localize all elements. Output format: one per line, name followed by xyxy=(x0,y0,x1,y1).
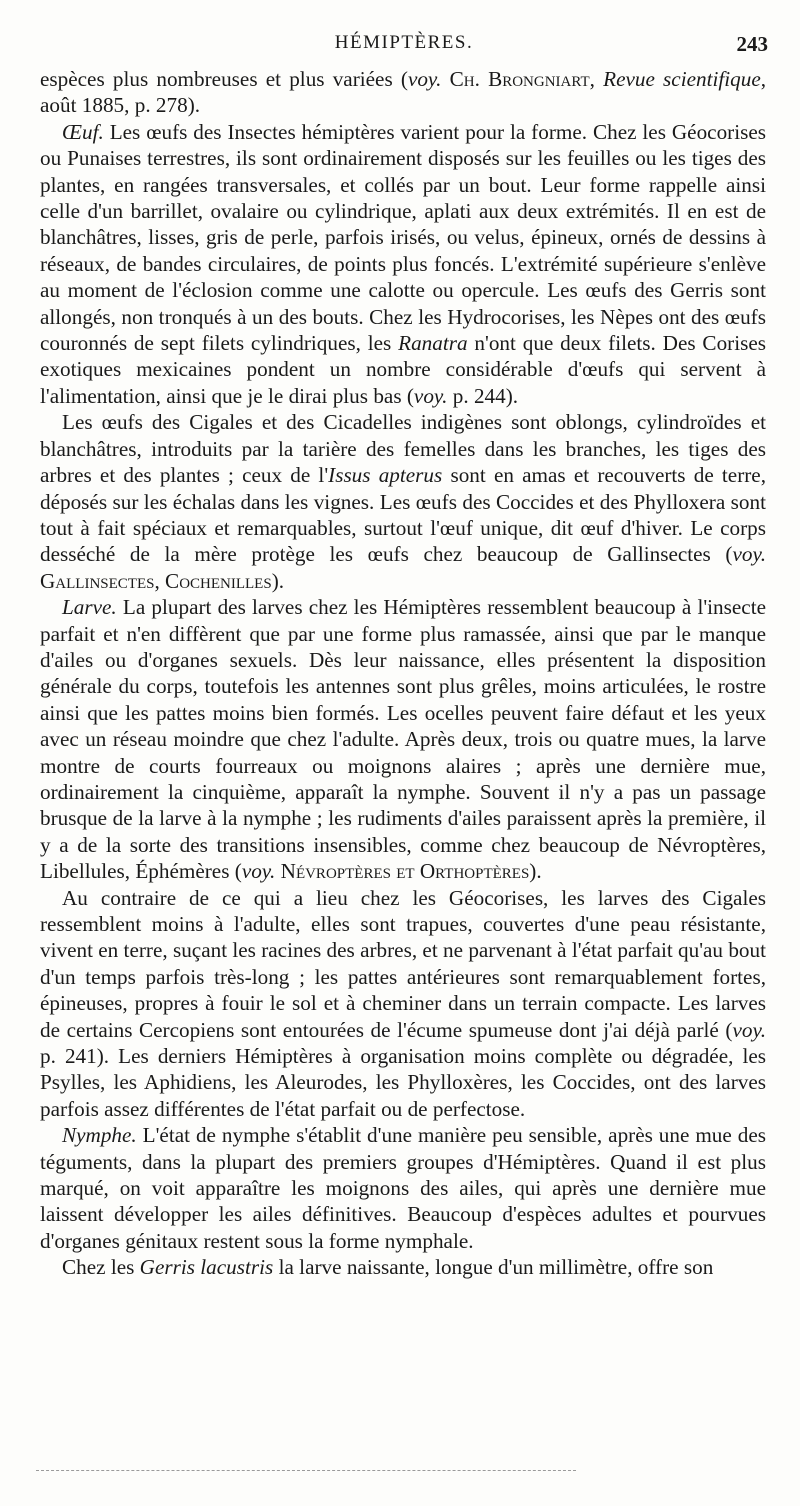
voy-abbrev: voy. xyxy=(407,67,442,91)
text-run: Au contraire de ce qui a lieu chez les Géocorises, les larves des Cigales ressemblent moins à l'adulte, elles sont trapues, couvertes d'une peau résistante, vivent en terre, suçant les racines des arbres, et ne parvenant à l'état parfait qu'au bout d'un temps parfois très-long ; les pattes antérieures sont remarquablement fortes, épineuses, propres à fouir le sol et à cheminer dans un terrain compacte. Les larves de certains Cercopiens sont entourées de l'écume spumeuse dont j'ai déjà parlé ( xyxy=(40,885,766,1042)
page-header xyxy=(40,28,768,56)
text-run xyxy=(441,67,449,91)
paragraph-continuation xyxy=(40,66,766,119)
text-run: ). xyxy=(271,568,285,593)
text-run: Les œufs des Insectes hémiptères varient pour la forme. Chez les Géocorises ou Punaises terrestres, ils sont ordinairement disposés sur les feuilles ou les tiges des plantes, en rangées transversales, et collés par un bout. Leur forme rappelle ainsi celle d'un barrillet, ovalaire ou cylindrique, aplati aux deux extrémités. Il en est de blanchâtres, lisses, gris de perle, parfois irisés, ou velus, épineux, ornés de dessins à réseaux, de bandes circulaires, de points plus foncés. L'extrémité supérieure s'enlève au moment de l'éclosion comme une calotte ou opercule. Les œufs des Gerris sont allongés, non tronqués à un des bouts. Chez les Hydrocorises, les Nèpes ont des œufs couronnés de sept filets cylindriques, les xyxy=(40,119,766,356)
voy-abbrev: voy. xyxy=(241,859,276,884)
text-run: p. 244). xyxy=(447,383,519,408)
voy-abbrev: voy. xyxy=(413,383,448,408)
text-run: La plupart des larves chez les Hémiptères ressemblent beaucoup à l'insecte parfait et n'en diffèrent que par une forme plus ramassée, ainsi que par le manque d'ailes ou d'organes sexuels. Dès leur naissance, elles présentent la disposition générale du corps, toutefois les antennes sont plus grêles, moins articulées, le rostre ainsi que les pattes moins bien formés. Les ocelles peuvent faire défaut et les yeux avec un réseau moindre que chez l'adulte. Après deux, trois ou quatre mues, la larve montre de courts fourreaux ou moignons alaires ; après une dernière mue, ordinairement la cinquième, apparaît la nymphe. Souvent il n'y a pas un passage brusque de la larve à la nymphe ; les rudiments d'ailes paraissent après la première, il y a de la sorte des transitions insensibles, comme chez beaucoup de Névroptères, Libellules, Éphémères ( xyxy=(40,595,766,884)
text-run: Chez les xyxy=(62,1255,140,1280)
text-run: , xyxy=(589,67,604,91)
cross-reference: Gallinsectes, Cochenilles xyxy=(40,568,272,593)
taxon-gerris: Gerris lacustris xyxy=(139,1255,274,1280)
page-number: 243 xyxy=(736,32,768,56)
author-citation: Ch. Brongniart xyxy=(449,67,590,91)
voy-abbrev: voy. xyxy=(732,542,766,567)
paragraph-cigales-eggs xyxy=(40,409,766,594)
text-run: ). xyxy=(529,859,542,884)
running-head: HÉMIPTÈRES. xyxy=(334,32,474,53)
section-lead-oeuf: Œuf. xyxy=(62,119,104,144)
section-lead-nymphe: Nymphe. xyxy=(62,1123,137,1148)
text-run: L'état de nymphe s'établit d'une manière peu sensible, après une mue des téguments, dans la plupart des premiers groupes d'Hémiptères. Quand il est plus marqué, on voit apparaître les moignons des ailes, qui après une dernière mue laissent développer les ailes définitives. Beaucoup d'espèces adultes et pourvues d'organes génitaux restent sous la forme nymphale. xyxy=(40,1123,766,1253)
section-lead-larve: Larve. xyxy=(62,595,117,620)
text-run: n'ont que deux filets. Des Corises exotiques mexicaines pondent un nombre considérable d'œufs qui servent à l'alimentation, ainsi que je le dirai plus bas ( xyxy=(40,331,766,408)
voy-abbrev: voy. xyxy=(732,1017,766,1042)
paragraph-gerris xyxy=(40,1254,766,1280)
paragraph-larve xyxy=(40,594,766,884)
text-run: la larve naissante, longue d'un millimètre, offre son xyxy=(273,1255,714,1280)
paragraph-nymphe xyxy=(40,1122,766,1254)
text-run: , août 1885, p. 278). xyxy=(40,67,767,118)
text-run: espèces plus nombreuses et plus variées ( xyxy=(40,67,408,91)
cross-reference: Névroptères et Orthoptères xyxy=(280,859,530,884)
taxon-ranatra: Ranatra xyxy=(398,331,468,356)
text-run: sont en amas et recouverts de terre, déposés sur les échalas dans les vignes. Les œufs des Coccides et des Phylloxera sont tout à fait spéciaux et remarquables, surtout l'œuf unique, dit œuf d'hiver. Le corps desséché de la mère protège les œufs chez beaucoup de Gallinsectes ( xyxy=(40,463,767,567)
text-run: p. 241). Les derniers Hémiptères à organisation moins complète ou dégradée, les Psylles, les Aphidiens, les Aleurodes, les Phylloxères, les Coccides, ont des larves parfois assez différentes de l'état parfait ou de perfectose. xyxy=(40,1044,766,1121)
text-run: Les œufs des Cigales et des Cicadelles indigènes sont oblongs, cylindroïdes et blanchâtres, introduits par la tarière des femelles dans les branches, les tiges des arbres et des plantes ; ceux de l' xyxy=(40,410,766,488)
paragraph-cigales-larvae xyxy=(40,885,766,1123)
journal-title: Revue scientifique xyxy=(603,67,761,91)
page-body xyxy=(40,66,766,1281)
bottom-rule xyxy=(36,1470,576,1471)
taxon-issus: Issus apterus xyxy=(328,463,443,488)
paragraph-oeuf xyxy=(40,119,766,409)
